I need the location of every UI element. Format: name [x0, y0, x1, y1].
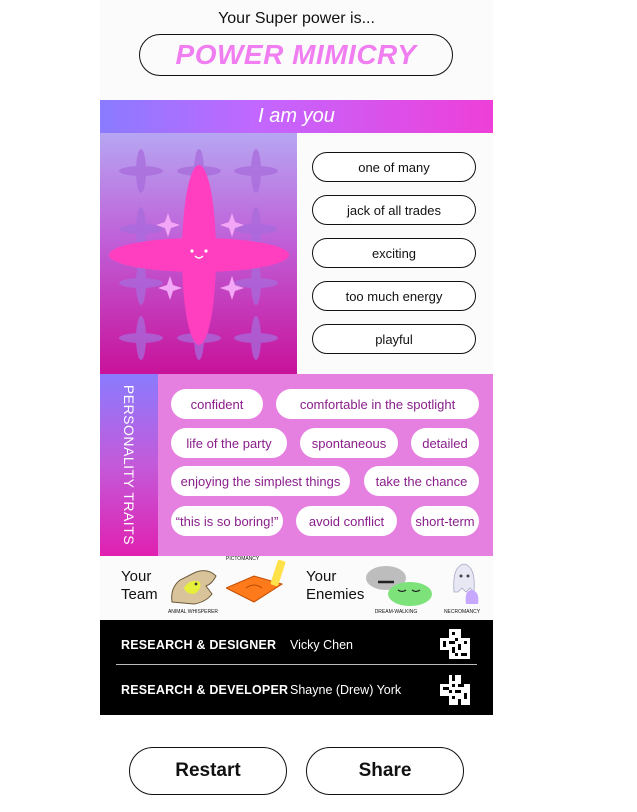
animal-whisperer-icon — [166, 562, 222, 608]
enemies-title: Your Enemies — [306, 568, 365, 603]
enemy-caption: DREAM-WALKING — [374, 609, 418, 615]
personality-pill: enjoying the simplest things — [171, 466, 350, 496]
personality-traits-label: PERSONALITY TRAITS — [121, 384, 137, 546]
trait-list — [297, 133, 493, 374]
credits-divider — [116, 664, 477, 665]
trait-pill: playful — [312, 324, 476, 354]
team-member-caption: PICTOMANCY — [226, 556, 260, 562]
personality-pill: spontaneous — [300, 428, 398, 458]
personality-traits-panel — [100, 374, 493, 556]
personality-pill: detailed — [411, 428, 479, 458]
credit-role: RESEARCH & DESIGNER — [121, 638, 277, 652]
banner-title: I am you — [100, 100, 493, 133]
flower-character-icon — [100, 133, 297, 374]
credit-name: Shayne (Drew) York — [290, 683, 402, 697]
team-enemies-row — [100, 556, 493, 620]
character-illustration — [100, 133, 297, 374]
superpower-label: Your Super power is... — [218, 10, 375, 27]
personality-pill: confident — [171, 389, 263, 419]
pictomancy-icon — [226, 558, 292, 606]
dream-walking-icon — [364, 562, 436, 608]
personality-side-bar — [100, 374, 158, 556]
credits-panel — [100, 620, 493, 715]
necromancy-icon — [448, 560, 480, 608]
share-button[interactable]: Share — [306, 747, 464, 795]
restart-button[interactable]: Restart — [129, 747, 287, 795]
personality-pill: short-term — [411, 506, 479, 536]
team-member-caption: ANIMAL WHISPERER — [167, 609, 219, 615]
qr-code-icon[interactable] — [440, 629, 470, 659]
team-title: Your Team — [121, 568, 158, 603]
personality-pill: avoid conflict — [296, 506, 397, 536]
trait-pill: jack of all trades — [312, 195, 476, 225]
qr-code-icon[interactable] — [440, 675, 470, 705]
personality-pill: life of the party — [171, 428, 287, 458]
personality-pill: “this is so boring!” — [171, 506, 283, 536]
trait-pill: too much energy — [312, 281, 476, 311]
credit-name: Vicky Chen — [290, 638, 353, 652]
trait-pill: exciting — [312, 238, 476, 268]
personality-pill: comfortable in the spotlight — [276, 389, 479, 419]
trait-pill: one of many — [312, 152, 476, 182]
enemy-caption: NECROMANCY — [443, 609, 481, 615]
credit-role: RESEARCH & DEVELOPER — [121, 683, 289, 697]
superpower-name: POWER MIMICRY — [139, 34, 453, 76]
personality-pill: take the chance — [364, 466, 479, 496]
